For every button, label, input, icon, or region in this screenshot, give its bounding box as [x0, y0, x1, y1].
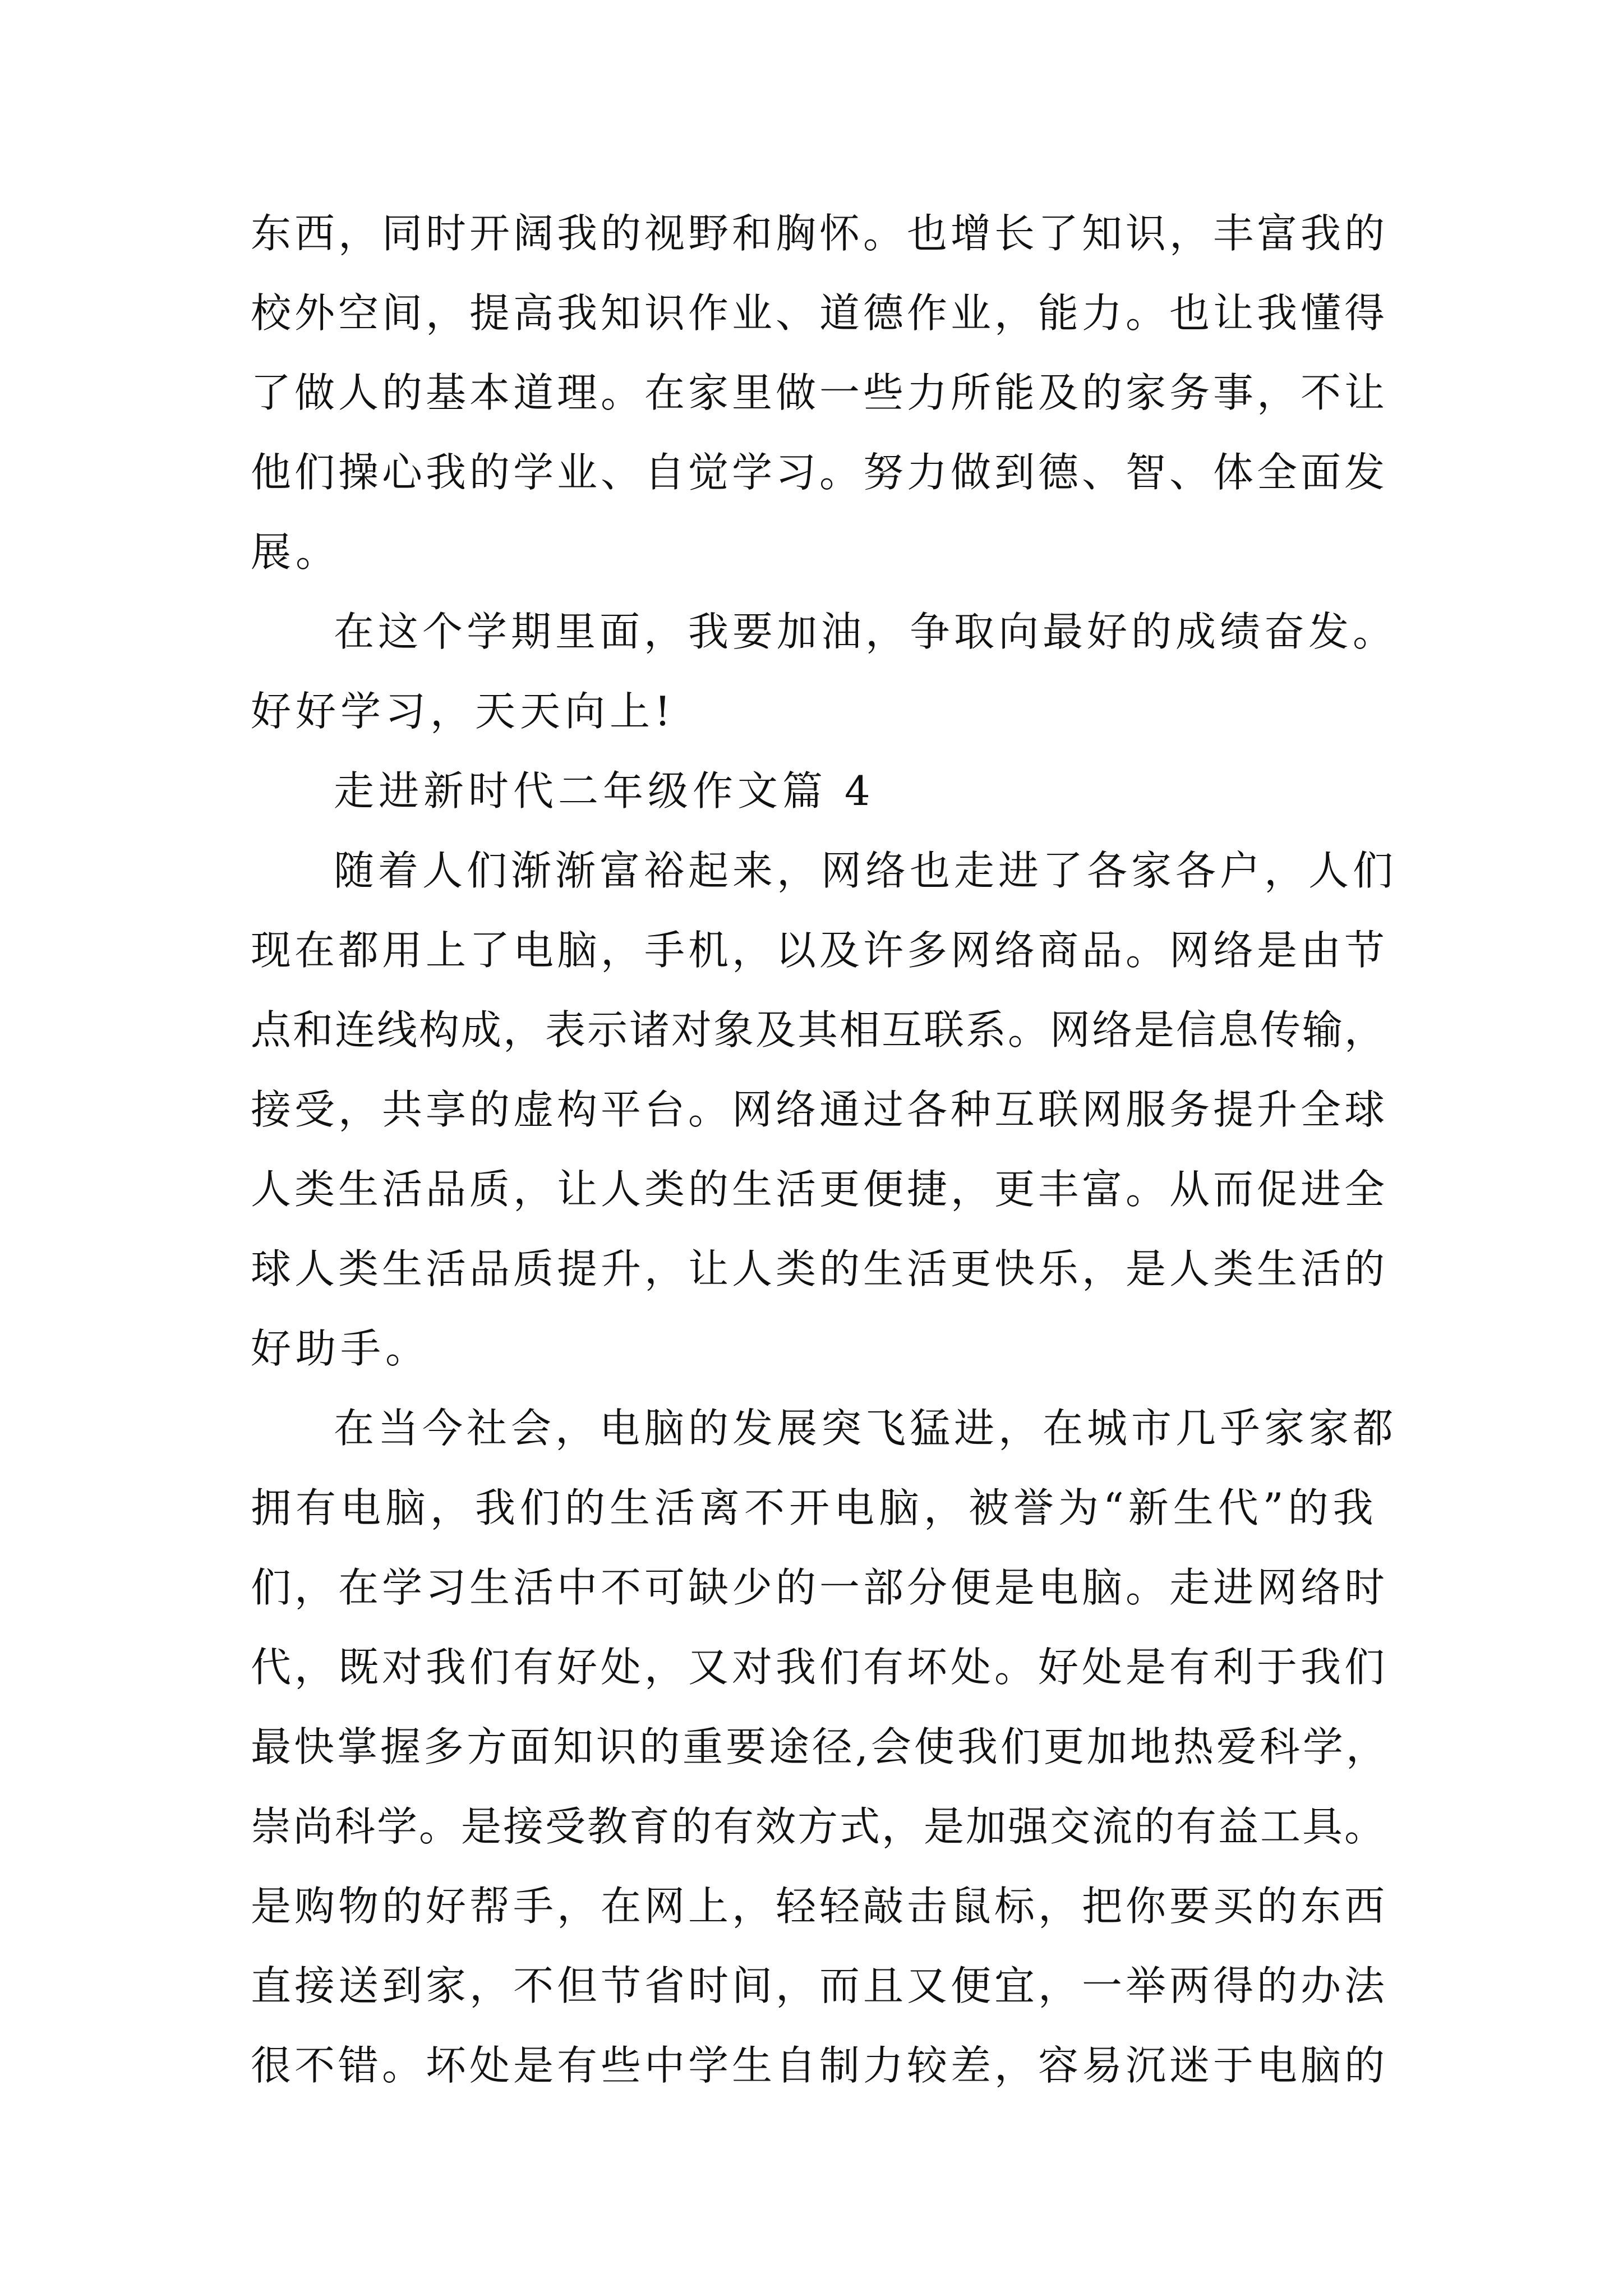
text-line: 他们操心我的学业、自觉学习。努力做到德、智、体全面发 — [251, 449, 1389, 496]
text-line: 校外空间，提高我知识作业、道德作业，能力。也让我懂得 — [251, 289, 1389, 337]
essay-text — [251, 194, 1400, 2105]
section-heading: 走进新时代二年级作文篇 4 — [334, 767, 875, 815]
text-line: 是购物的好帮手，在网上，轻轻敲击鼠标，把你要买的东西 — [251, 1883, 1389, 1930]
text-line: 在当今社会，电脑的发展突飞猛进，在城市几乎家家都 — [334, 1405, 1398, 1452]
text-line: 好好学习，天天向上! — [251, 688, 675, 735]
text-line: 在这个学期里面，我要加油，争取向最好的成绩奋发。 — [334, 608, 1398, 655]
text-line: 球人类生活品质提升，让人类的生活更快乐，是人类生活的 — [251, 1245, 1389, 1292]
text-line: 很不错。坏处是有些中学生自制力较差，容易沉迷于电脑的 — [251, 2042, 1389, 2089]
text-line: 展。 — [251, 528, 341, 576]
text-line: 接受，共享的虚构平台。网络通过各种互联网服务提升全球 — [251, 1086, 1389, 1133]
text-line: 直接送到家，不但节省时间，而且又便宜，一举两得的办法 — [251, 1962, 1389, 2009]
text-line: 们，在学习生活中不可缺少的一部分便是电脑。走进网络时 — [251, 1564, 1389, 1611]
text-line: 好助手。 — [251, 1325, 431, 1372]
text-line: 最快掌握多方面知识的重要途径,会使我们更加地热爱科学， — [251, 1723, 1389, 1770]
text-line: 崇尚科学。是接受教育的有效方式，是加强交流的有益工具。 — [251, 1803, 1387, 1850]
text-line: 点和连线构成，表示诸对象及其相互联系。网络是信息传输， — [251, 1006, 1387, 1053]
text-line: 拥有电脑，我们的生活离不开电脑，被誉为“新生代”的我 — [251, 1484, 1378, 1531]
text-line: 代，既对我们有好处，又对我们有坏处。好处是有利于我们 — [251, 1644, 1389, 1691]
text-line: 随着人们渐渐富裕起来，网络也走进了各家各户，人们 — [334, 847, 1398, 894]
text-line: 现在都用上了电脑，手机，以及许多网络商品。网络是由节 — [251, 927, 1389, 974]
text-line: 了做人的基本道理。在家里做一些力所能及的家务事，不让 — [251, 369, 1389, 416]
text-line: 东西，同时开阔我的视野和胸怀。也增长了知识，丰富我的 — [251, 210, 1389, 257]
text-line: 人类生活品质，让人类的生活更便捷，更丰富。从而促进全 — [251, 1166, 1389, 1213]
